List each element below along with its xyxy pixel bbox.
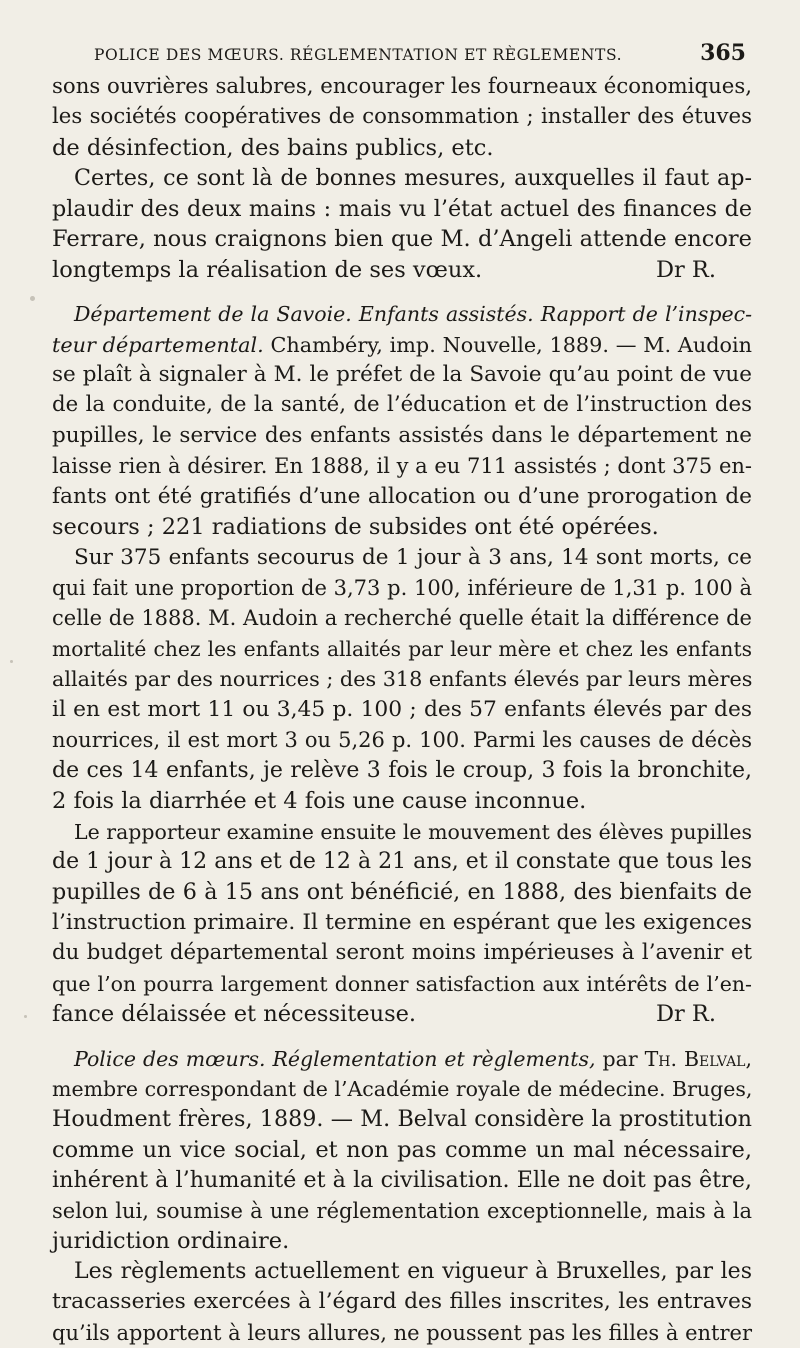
text-line: comme un vice social, et non pas comme un mal nécessaire, <box>52 1136 752 1163</box>
text-line: Les règlements actuellement en vigueur à Bruxelles, par les <box>74 1258 752 1284</box>
text-line: selon lui, soumise à une réglementation exceptionnelle, mais à la <box>52 1198 752 1223</box>
paper-speck <box>10 660 13 663</box>
text-span: longtemps la réalisation de ses vœux. <box>52 256 483 283</box>
text-line: nourrices, il est mort 3 ou 5,26 p. 100. Parmi les causes de décès <box>52 728 752 753</box>
text-line: de 1 jour à 12 ans et de 12 à 21 ans, et il constate que tous les <box>52 848 752 874</box>
text-line: se plaît à signaler à M. le préfet de la Savoie qu’au point de vue <box>52 361 752 387</box>
text-line: mortalité chez les enfants allaités par leur mère et chez les enfants <box>52 636 752 661</box>
text-line: il en est mort 11 ou 3,45 p. 100 ; des 57 enfants élevés par des <box>52 696 752 722</box>
text-line-with-signature <box>52 255 752 285</box>
text-line: tracasseries exercées à l’égard des filles inscrites, les entraves <box>52 1289 752 1315</box>
text-line: Certes, ce sont là de bonnes mesures, auxquelles il faut ap- <box>74 165 752 192</box>
text-line: Le rapporteur examine ensuite le mouvement des élèves pupilles <box>74 819 752 844</box>
text-line: 2 fois la diarrhée et 4 fois une cause inconnue. <box>52 788 587 815</box>
paragraph-2 <box>52 163 752 285</box>
text-line: juridiction ordinaire. <box>52 1228 290 1255</box>
page-number: 365 <box>700 40 746 66</box>
text-line: qui fait une proportion de 3,73 p. 100, inférieure de 1,31 p. 100 à <box>52 576 752 600</box>
text-span: par <box>595 1046 645 1071</box>
text-line: l’instruction primaire. Il termine en espérant que les exigences <box>52 909 752 935</box>
text-line <box>52 330 752 360</box>
paragraph-pupils <box>52 817 752 1030</box>
review-title-continued: teur départemental. <box>52 332 264 357</box>
text-line: Sur 375 enfants secourus de 1 jour à 3 ans, 14 sont morts, ce <box>74 544 752 570</box>
text-line: qu’ils apportent à leurs allures, ne poussent pas les filles à entrer <box>52 1320 752 1345</box>
text-line: pupilles, le service des enfants assistés dans le département ne <box>52 422 752 448</box>
review-title: Département de la Savoie. Enfants assistés. Rapport de l’inspec- <box>74 302 752 327</box>
text-line: plaudir des deux mains : mais vu l’état actuel des finances de <box>52 195 752 222</box>
signature: Dr R. <box>655 1001 716 1028</box>
text-span: fance délaissée et nécessiteuse. <box>52 1001 417 1028</box>
text-line: fants ont été gratifiés d’une allocation ou d’une prorogation de <box>52 483 752 509</box>
paper-speck <box>24 1015 27 1018</box>
text-line: laisse rien à désirer. En 1888, il y a eu 711 assistés ; dont 375 en- <box>52 454 752 479</box>
text-line: allaités par des nourrices ; des 318 enfants élevés par leurs mères <box>52 667 753 692</box>
text-line: celle de 1888. M. Audoin a recherché quelle était la différence de <box>52 606 752 631</box>
signature: Dr R. <box>655 256 716 283</box>
text-line: membre correspondant de l’Académie royale de médecine. Bruges, <box>52 1077 753 1101</box>
running-title: POLICE DES MŒURS. RÉGLEMENTATION ET RÈGLEMENTS. <box>94 46 623 64</box>
text-line: pupilles de 6 à 15 ans ont bénéficié, en 1888, des bienfaits de <box>52 879 752 906</box>
text-line: inhérent à l’humanité et à la civilisation. Elle ne doit pas être, <box>52 1167 752 1194</box>
review-title: Police des mœurs. Réglementation et règlements, <box>74 1046 596 1071</box>
text-line: secours ; 221 radiations de subsides ont été opérées. <box>52 514 659 541</box>
text-line: de désinfection, des bains publics, etc. <box>52 134 494 161</box>
review-savoie <box>52 299 752 543</box>
text-line: de ces 14 enfants, je relève 3 fois le croup, 3 fois la bronchite, <box>52 757 752 783</box>
text-line: de la conduite, de la santé, de l’éducation et de l’instruction des <box>52 392 752 418</box>
paragraph-1 <box>52 72 752 163</box>
paragraph-mortality <box>52 543 752 817</box>
text-line: Ferrare, nous craignons bien que M. d’Angeli attende encore <box>52 226 752 253</box>
text-line: les sociétés coopératives de consommation ; installer des étuves <box>52 104 752 130</box>
paper-speck <box>30 296 35 301</box>
text-line-with-signature <box>52 999 752 1029</box>
author-name: Th. Belval, <box>644 1046 752 1071</box>
text-line: du budget départemental seront moins impérieuses à l’avenir et <box>52 940 752 966</box>
review-title-line <box>52 1044 752 1074</box>
page-header <box>52 40 752 66</box>
paragraph-brussels <box>52 1257 752 1348</box>
text-line: Houdment frères, 1889. — M. Belval considère la prostitution <box>52 1106 752 1133</box>
review-police-des-moeurs <box>52 1044 752 1257</box>
text-line: sons ouvrières salubres, encourager les fourneaux économiques, <box>52 74 752 99</box>
text-span: Chambéry, imp. Nouvelle, 1889. — M. Audoin <box>263 332 752 357</box>
text-line: que l’on pourra largement donner satisfaction aux intérêts de l’en- <box>52 971 752 996</box>
